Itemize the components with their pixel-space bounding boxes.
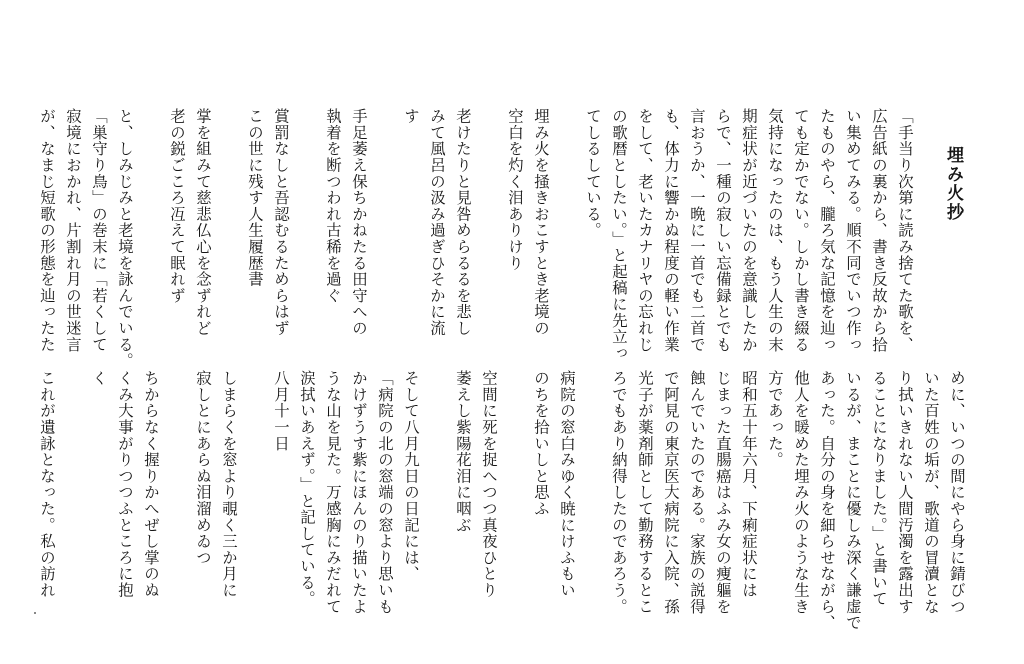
upper-line: 掌を組みて慈悲仏心を念ずれど (194, 108, 212, 337)
upper-line: 「巣守り鳥」の巻末に「若くして (90, 108, 108, 353)
lower-line: あった。自分の身を細らせながら、 (818, 370, 836, 631)
lower-line: くみ大事がりつつふところに抱 (116, 370, 134, 599)
upper-line: この世に残す人生履歴書 (246, 108, 264, 288)
upper-line: てしるしている。 (584, 108, 602, 239)
lower-line: めに、いつの間にやら身に錆びつ (948, 370, 966, 615)
upper-line: 老の鋭ごころ冱えて眠れず (168, 108, 186, 304)
upper-line: らで、一種の寂しい忘備録とでも (714, 108, 732, 353)
upper-line: も、体力に響かぬ程度の軽い作業 (662, 108, 680, 353)
lower-line: うな山を見た。万感胸にみだれて (324, 370, 342, 615)
upper-line: みて風呂の汲み過ぎひそかに流 (428, 108, 446, 337)
upper-line: 執着を断つわれ古稀を過ぐ (324, 108, 342, 304)
upper-line: 老けたりと見咎めらるるを悲し (454, 108, 472, 337)
lower-line: しまらくを窓より覗く三か月に (220, 370, 238, 599)
lower-line: 「病院の北の窓端の窓より思いも (376, 370, 394, 615)
lower-line: 病院の窓白みゆく暁にけふもい (558, 370, 576, 599)
lower-line: そして八月九日の日記には、 (402, 370, 420, 582)
lower-line: で阿見の東京医大病院に入院、孫 (662, 370, 680, 615)
lower-line: 他人を暖めた埋み火のような生き (792, 370, 810, 615)
lower-line: 昭和五十年六月、下痢症状には (740, 370, 758, 599)
upper-line: す (402, 108, 420, 125)
upper-line: 期症状が近づいたのを意識したか (740, 108, 758, 353)
lower-line: 空間に死を捉へつつ真夜ひとり (480, 370, 498, 599)
lower-line: のちを拾いしと思ふ (532, 370, 550, 517)
lower-line: 蝕んでいたのである。家族の説得 (688, 370, 706, 615)
upper-line: たものやら、朧ろ気な記憶を辿っ (818, 108, 836, 353)
lower-line: かけずうす紫にほんのり描いたよ (350, 370, 368, 615)
lower-line: いるが、まことに優しみ深く謙虚で (844, 370, 862, 631)
upper-line: と、しみじみと老境を詠んでいる。 (116, 108, 134, 369)
upper-line: 「手当り次第に読み捨てた歌を、 (896, 108, 914, 353)
lower-line: これが遺詠となった。私の訪れ (38, 370, 56, 599)
upper-line: 空白を灼く泪ありけり (506, 108, 524, 271)
lower-line: 萎えし紫陽花泪に咽ぶ (454, 370, 472, 533)
lower-line: 寂しとにあらぬ泪溜めゐつ (194, 370, 212, 566)
essay-title: 埋み火抄 (943, 146, 963, 222)
scan-speck (34, 612, 36, 614)
upper-line: 寂境におかれ、片割れ月の世迷言 (64, 108, 82, 353)
lower-line: 八月十一日 (272, 370, 290, 452)
lower-line: 涙拭いあえず。」と記している。 (298, 370, 316, 607)
upper-line: 気持になったのは、もう人生の末 (766, 108, 784, 353)
upper-line: 広告紙の裏から、書き反故から拾 (870, 108, 888, 353)
upper-line: が、なまじ短歌の形態を辿ったた (38, 108, 56, 353)
lower-line: じまった直腸癌はふみ女の痩軀を (714, 370, 732, 615)
upper-line: ても定かでない。しかし書き綴る (792, 108, 810, 353)
lower-line: 光子が薬剤師として勤務するとこ (636, 370, 654, 615)
upper-line: の歌暦としたい。」と起稿に先立っ (610, 108, 628, 362)
upper-line: い集めてみる。順不同でいつ作っ (844, 108, 862, 353)
upper-line: 言おうか、一晩に一首でも二首で (688, 108, 706, 353)
upper-line: 埋み火を掻きおこすとき老境の (532, 108, 550, 337)
upper-line: 手足萎え保ちかねたる田守への (350, 108, 368, 337)
lower-line: ちからなく握りかへぜし掌のぬ (142, 370, 160, 599)
lower-line: く (90, 370, 108, 387)
lower-line: ることになりました。」と書いて (870, 370, 888, 607)
upper-line: 賞罰なしと吾認むるためらはず (272, 108, 290, 337)
lower-line: 方であった。 (766, 370, 784, 468)
lower-line: り拭いきれない人間汚濁を露出す (896, 370, 914, 615)
lower-line: ろでもあり納得したのであろう。 (610, 370, 628, 615)
lower-line: いた百姓の垢が、歌道の冒瀆とな (922, 370, 940, 615)
upper-line: をして、老いたカナリヤの忘れじ (636, 108, 654, 353)
